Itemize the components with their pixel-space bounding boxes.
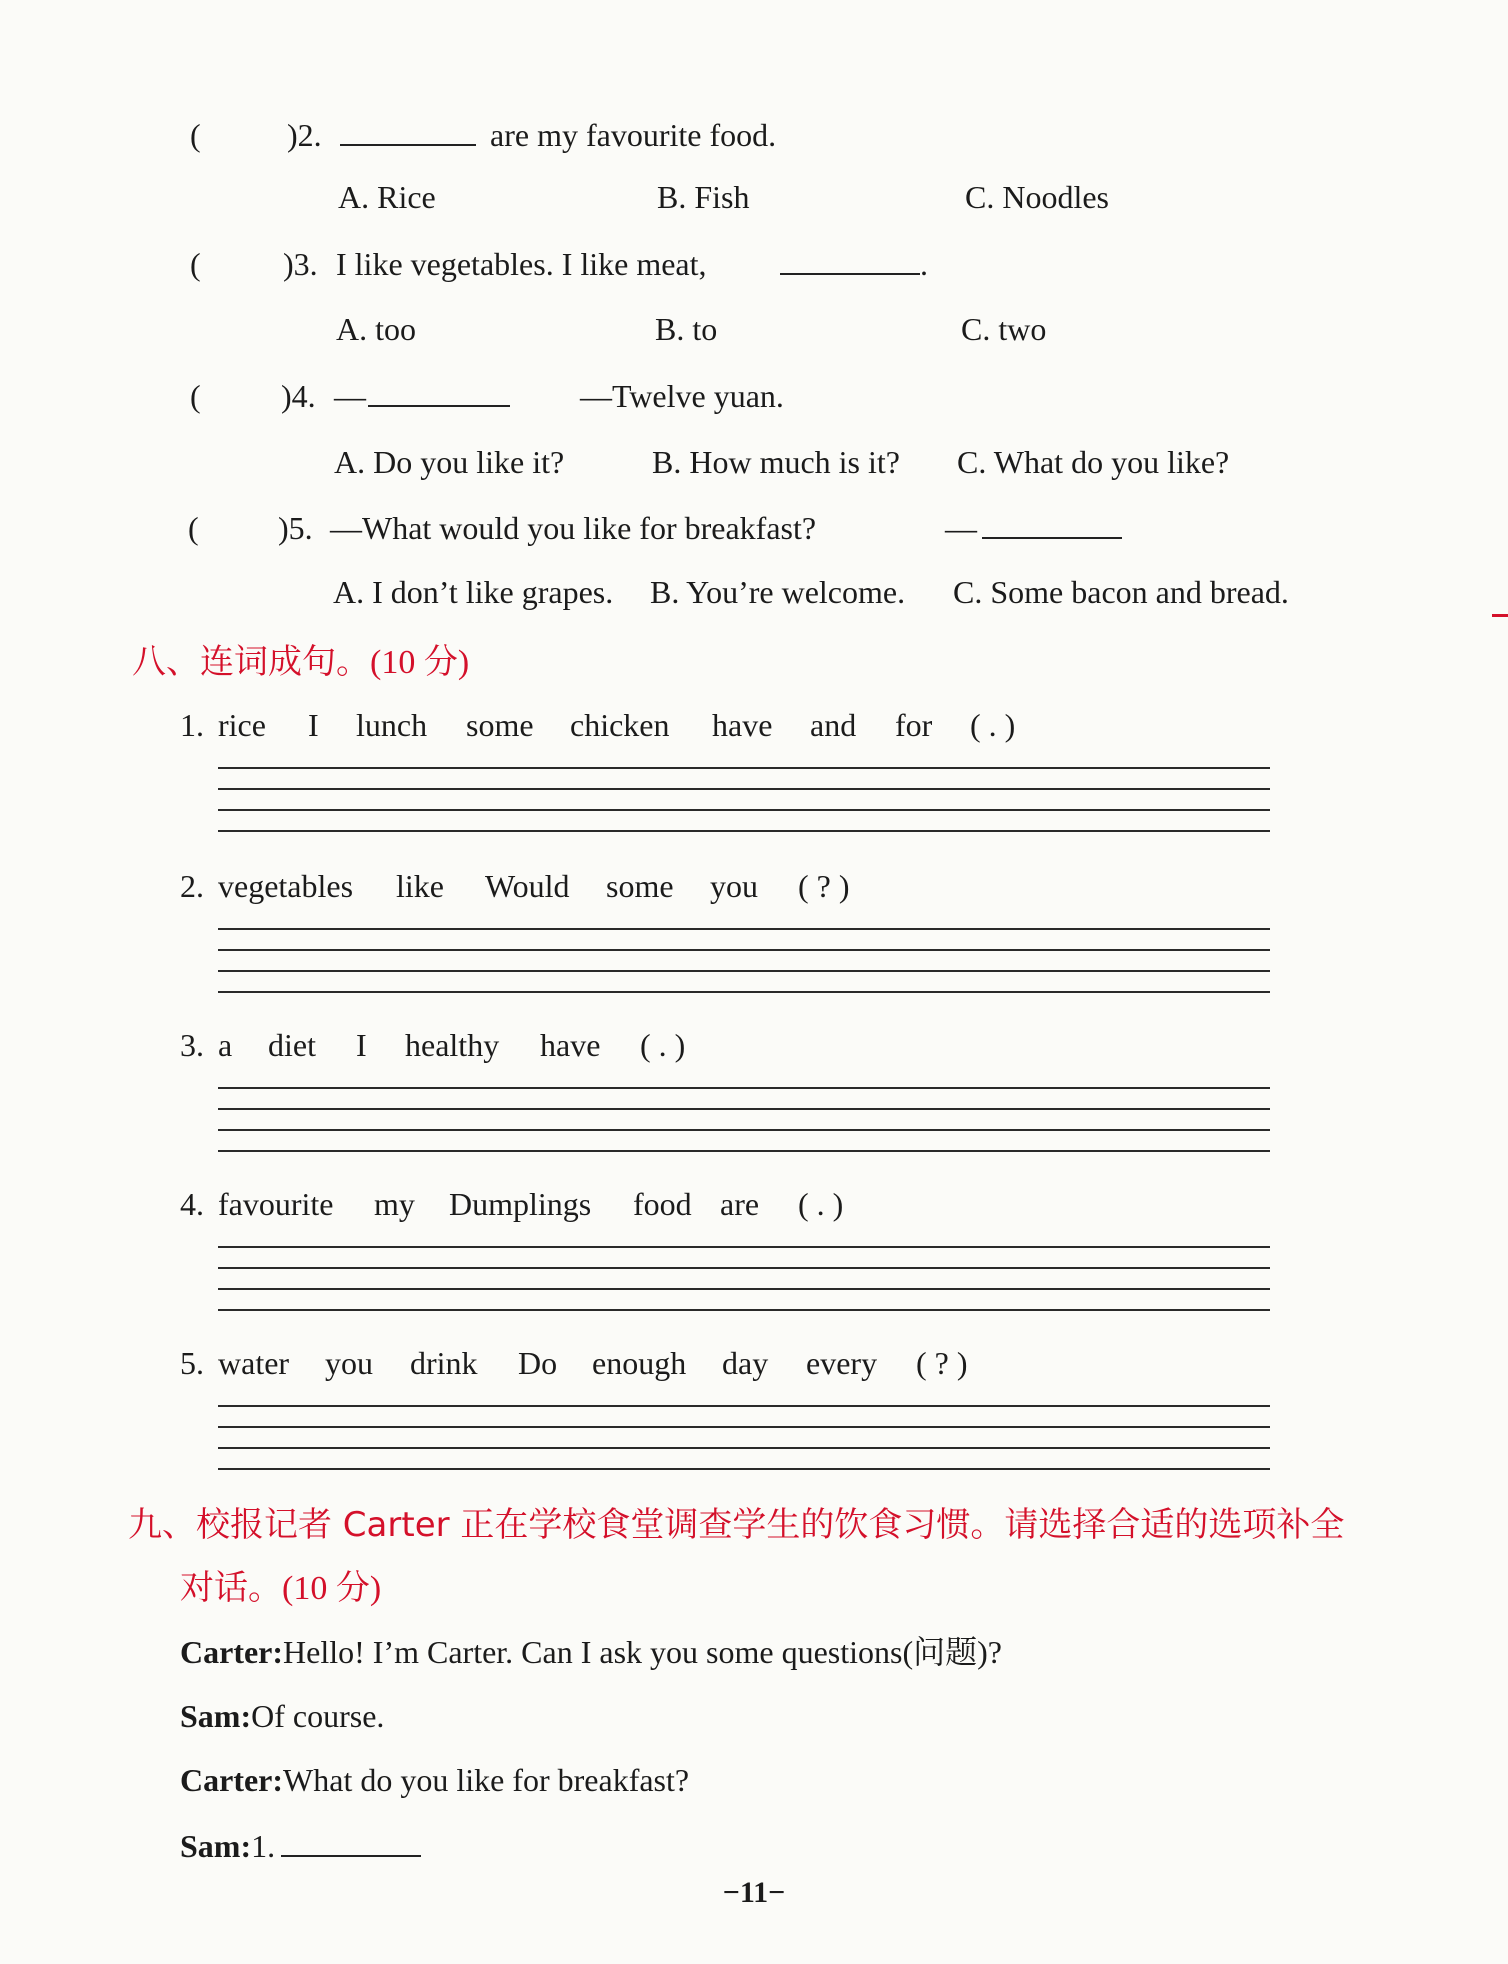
writing-lines[interactable] xyxy=(218,1087,1270,1171)
question-number: )2. xyxy=(287,117,322,153)
scrambled-word: favourite xyxy=(218,1186,334,1222)
question-number: )3. xyxy=(283,246,318,282)
section-9-heading: 九、校报记者 Carter 正在学校食堂调查学生的饮食习惯。请选择合适的选项补全 xyxy=(128,1505,1345,1545)
dialog-line xyxy=(180,1696,384,1736)
writing-line[interactable] xyxy=(218,1426,1270,1428)
scrambled-word: have xyxy=(540,1027,601,1063)
scrambled-word: Would xyxy=(485,868,570,904)
answer-blank xyxy=(982,508,1122,548)
page-number: −11− xyxy=(722,1876,786,1909)
writing-line[interactable] xyxy=(218,1447,1270,1449)
scrambled-word: vegetables xyxy=(218,868,354,904)
scrambled-word: chicken xyxy=(570,707,670,743)
dialog-line xyxy=(180,1632,1002,1672)
scrambled-word: healthy xyxy=(405,1027,500,1063)
scrambled-word: drink xyxy=(410,1345,478,1381)
scrambled-word: lunch xyxy=(356,707,428,743)
scrambled-word: you xyxy=(325,1345,373,1381)
scrambled-word: I xyxy=(308,707,319,743)
speaker: Carter xyxy=(180,1634,273,1670)
option-a: A. I don’t like grapes. xyxy=(333,574,614,610)
scrambled-word: you xyxy=(710,868,758,904)
scrambled-word: ( . ) xyxy=(798,1186,844,1222)
writing-line[interactable] xyxy=(218,1108,1270,1110)
writing-line[interactable] xyxy=(218,1468,1270,1470)
dialog-dash: — xyxy=(945,510,977,546)
option-c: C. What do you like? xyxy=(957,444,1230,480)
option-a: A. Do you like it? xyxy=(334,444,565,480)
scrambled-word: like xyxy=(396,868,444,904)
writing-line[interactable] xyxy=(218,1267,1270,1269)
question-stem: —What would you like for breakfast? xyxy=(330,510,817,546)
section-8-heading xyxy=(132,640,469,685)
writing-line[interactable] xyxy=(218,1309,1270,1311)
speaker-colon: : xyxy=(240,1828,252,1864)
writing-line[interactable] xyxy=(218,991,1270,993)
question-reply: —Twelve yuan. xyxy=(580,378,784,414)
answer-paren-open: ( xyxy=(190,246,201,282)
answer-paren-open: ( xyxy=(188,510,199,546)
item-number: 2. xyxy=(180,868,204,904)
scrambled-word: day xyxy=(722,1345,769,1381)
section-9-heading-cont xyxy=(180,1566,381,1611)
option-b: B. You’re welcome. xyxy=(650,574,906,610)
question-stem: I like vegetables. I like meat, xyxy=(336,246,707,282)
writing-lines[interactable] xyxy=(218,767,1270,851)
scrambled-word: ( ? ) xyxy=(798,868,850,904)
item-number: 4. xyxy=(180,1186,204,1222)
speaker: Sam xyxy=(180,1698,241,1734)
writing-lines[interactable] xyxy=(218,1405,1270,1489)
scrambled-word: every xyxy=(806,1345,878,1381)
scrambled-word: enough xyxy=(592,1345,687,1381)
writing-line[interactable] xyxy=(218,1246,1270,1248)
writing-line[interactable] xyxy=(218,1087,1270,1089)
scrambled-word: are xyxy=(720,1186,760,1222)
option-b: B. How much is it? xyxy=(652,444,900,480)
scrambled-word: food xyxy=(633,1186,692,1222)
item-number: 5. xyxy=(180,1345,204,1381)
dialog-line xyxy=(180,1760,689,1800)
question-number: )5. xyxy=(278,510,313,546)
speaker-colon: : xyxy=(240,1698,252,1734)
speaker: Carter xyxy=(180,1762,273,1798)
answer-blank xyxy=(368,376,510,416)
writing-line[interactable] xyxy=(218,1150,1270,1152)
option-c: C. Some bacon and bread. xyxy=(953,574,1289,610)
scrambled-word: some xyxy=(466,707,534,743)
question-end: . xyxy=(920,246,928,282)
section-8-title: 八、连词成句。 xyxy=(132,642,370,682)
section-9-title-end: 对话。 xyxy=(180,1568,282,1608)
scrambled-word: Do xyxy=(518,1345,558,1381)
writing-line[interactable] xyxy=(218,788,1270,790)
answer-blank xyxy=(780,244,920,284)
scrambled-word: for xyxy=(895,707,933,743)
speaker: Sam xyxy=(180,1828,241,1864)
scrambled-word: water xyxy=(218,1345,290,1381)
option-a: A. too xyxy=(336,311,416,347)
writing-line[interactable] xyxy=(218,767,1270,769)
writing-line[interactable] xyxy=(218,809,1270,811)
writing-line[interactable] xyxy=(218,1405,1270,1407)
scrambled-word: have xyxy=(712,707,773,743)
scrambled-word: ( ? ) xyxy=(916,1345,968,1381)
writing-lines[interactable] xyxy=(218,928,1270,1012)
margin-mark xyxy=(1492,614,1508,617)
scrambled-word: ( . ) xyxy=(970,707,1016,743)
option-c: C. two xyxy=(961,311,1047,347)
writing-line[interactable] xyxy=(218,928,1270,930)
writing-lines[interactable] xyxy=(218,1246,1270,1330)
scrambled-word: my xyxy=(374,1186,415,1222)
section-8-score: (10 分) xyxy=(370,644,470,681)
scrambled-word: I xyxy=(356,1027,367,1063)
scrambled-word: diet xyxy=(268,1027,316,1063)
writing-line[interactable] xyxy=(218,1129,1270,1131)
scrambled-word: ( . ) xyxy=(640,1027,686,1063)
item-number: 1. xyxy=(180,707,204,743)
answer-blank xyxy=(281,1829,421,1857)
answer-blank xyxy=(340,115,476,155)
dialog-text: Hello! I’m Carter. Can I ask you some questions(问题)? xyxy=(283,1634,1002,1670)
question-number: )4. xyxy=(281,378,316,414)
dialog-text: What do you like for breakfast? xyxy=(283,1762,690,1798)
option-a: A. Rice xyxy=(338,179,436,215)
writing-line[interactable] xyxy=(218,949,1270,951)
section-9-score: (10 分) xyxy=(282,1570,382,1607)
item-number: 3. xyxy=(180,1027,204,1063)
option-b: B. to xyxy=(655,311,718,347)
dialog-text: Of course. xyxy=(251,1698,385,1734)
scrambled-word: a xyxy=(218,1027,233,1063)
answer-paren-open: ( xyxy=(190,378,201,414)
dialog-text: 1. xyxy=(251,1828,276,1864)
option-c: C. Noodles xyxy=(965,179,1109,215)
option-b: B. Fish xyxy=(657,179,750,215)
writing-line[interactable] xyxy=(218,1288,1270,1290)
question-stem: are my favourite food. xyxy=(490,117,777,153)
dialog-line xyxy=(180,1826,421,1866)
speaker-colon: : xyxy=(272,1762,284,1798)
scrambled-word: Dumplings xyxy=(449,1186,592,1222)
answer-paren-open: ( xyxy=(190,117,201,153)
dialog-dash: — xyxy=(334,378,366,414)
writing-line[interactable] xyxy=(218,970,1270,972)
scrambled-word: rice xyxy=(218,707,266,743)
speaker-colon: : xyxy=(272,1634,284,1670)
scrambled-word: and xyxy=(810,707,857,743)
scrambled-word: some xyxy=(606,868,674,904)
writing-line[interactable] xyxy=(218,830,1270,832)
